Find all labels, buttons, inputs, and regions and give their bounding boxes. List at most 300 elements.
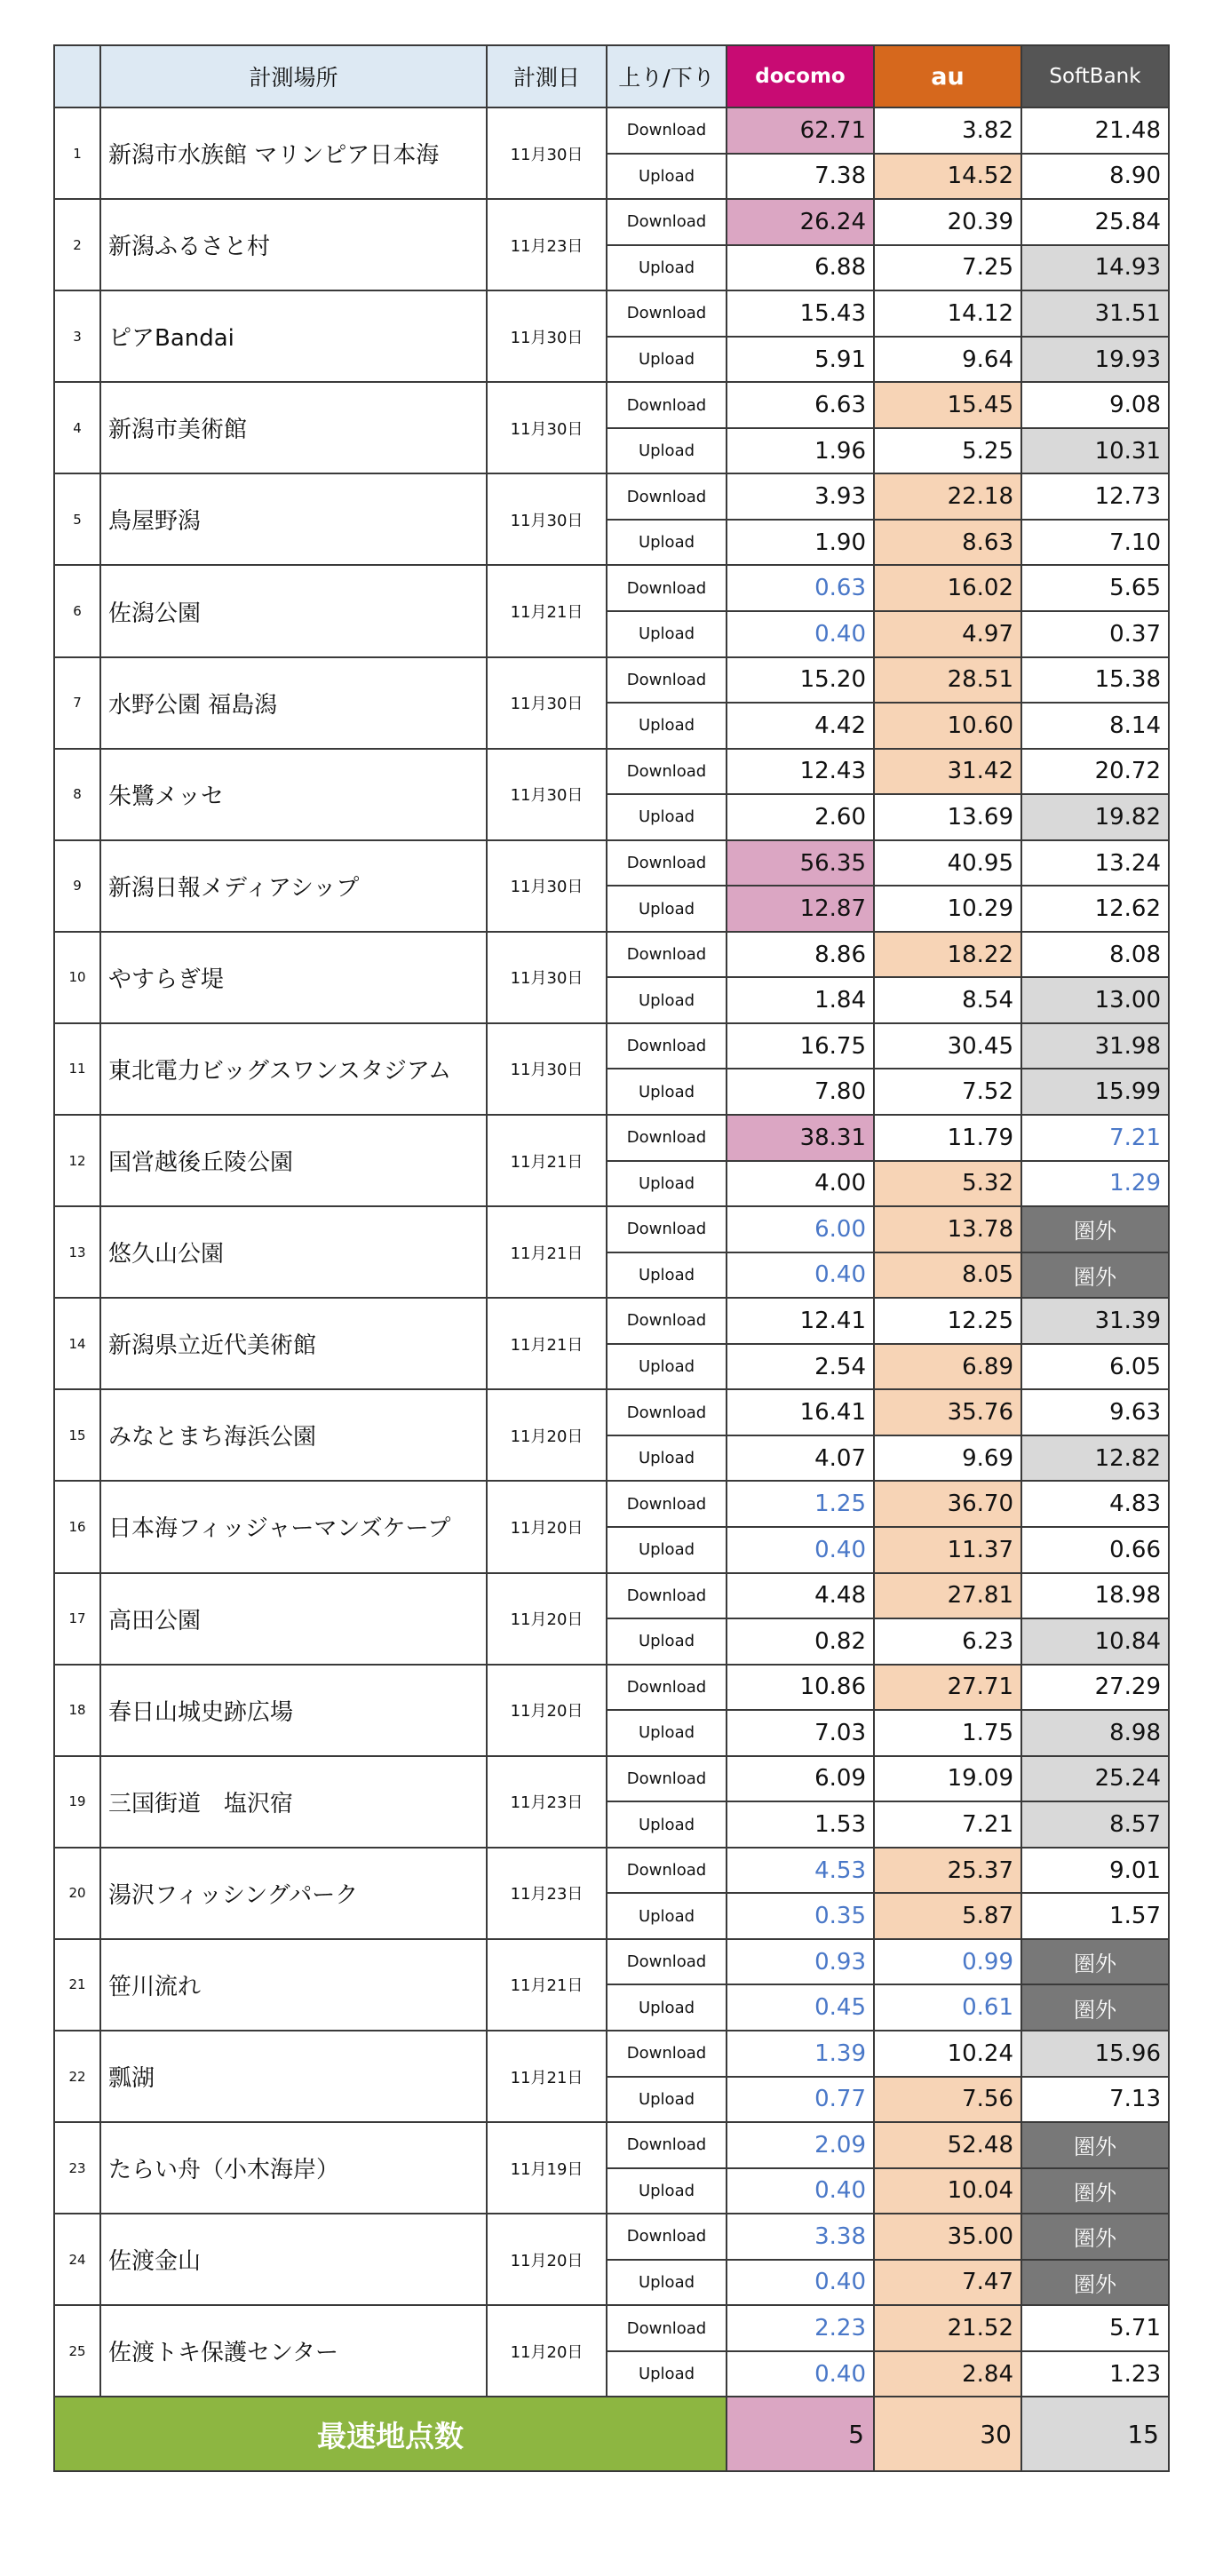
footer-softbank-count: 15 xyxy=(1021,2397,1169,2471)
au-upload-value: 10.04 xyxy=(874,2168,1021,2214)
docomo-upload-value: 4.00 xyxy=(727,1161,874,1207)
docomo-download-value: 12.43 xyxy=(727,749,874,795)
softbank-download-value: 5.65 xyxy=(1021,565,1169,611)
table-row xyxy=(54,1665,1169,1711)
header-au: au xyxy=(874,45,1021,107)
location-name: 春日山城史跡広場 xyxy=(100,1665,487,1756)
row-number: 11 xyxy=(54,1023,100,1115)
softbank-download-value: 25.24 xyxy=(1021,1756,1169,1802)
location-name: 新潟日報メディアシップ xyxy=(100,840,487,932)
docomo-download-value: 12.41 xyxy=(727,1298,874,1344)
au-upload-value: 5.32 xyxy=(874,1161,1021,1207)
au-upload-value: 14.52 xyxy=(874,154,1021,200)
footer-label: 最速地点数 xyxy=(54,2397,727,2471)
direction-upload: Upload xyxy=(607,1527,727,1573)
location-name: 新潟県立近代美術館 xyxy=(100,1298,487,1389)
au-upload-value: 5.87 xyxy=(874,1893,1021,1939)
measure-date: 11月20日 xyxy=(487,2214,607,2305)
row-number: 5 xyxy=(54,473,100,565)
measure-date: 11月20日 xyxy=(487,1481,607,1572)
table-row xyxy=(54,2031,1169,2077)
au-download-value: 13.78 xyxy=(874,1206,1021,1252)
location-name: 水野公園 福島潟 xyxy=(100,657,487,749)
measure-date: 11月30日 xyxy=(487,107,607,199)
au-upload-value: 7.56 xyxy=(874,2077,1021,2123)
row-number: 16 xyxy=(54,1481,100,1572)
docomo-upload-value: 0.77 xyxy=(727,2077,874,2123)
au-upload-value: 7.21 xyxy=(874,1801,1021,1848)
table-row xyxy=(54,1023,1169,1069)
location-name: 高田公園 xyxy=(100,1573,487,1665)
measure-date: 11月21日 xyxy=(487,1298,607,1389)
softbank-upload-value: 14.93 xyxy=(1021,245,1169,291)
table-row xyxy=(54,2305,1169,2351)
row-number: 2 xyxy=(54,199,100,290)
softbank-upload-value: 1.23 xyxy=(1021,2351,1169,2397)
footer-row xyxy=(54,2397,1169,2471)
row-number: 18 xyxy=(54,1665,100,1756)
softbank-upload-value: 圏外 xyxy=(1021,1984,1169,2031)
docomo-upload-value: 0.40 xyxy=(727,1252,874,1299)
row-number: 3 xyxy=(54,290,100,382)
direction-download: Download xyxy=(607,1115,727,1161)
direction-upload: Upload xyxy=(607,1435,727,1482)
direction-download: Download xyxy=(607,749,727,795)
row-number: 24 xyxy=(54,2214,100,2305)
direction-upload: Upload xyxy=(607,977,727,1023)
measure-date: 11月30日 xyxy=(487,840,607,932)
docomo-download-value: 4.53 xyxy=(727,1848,874,1894)
direction-download: Download xyxy=(607,565,727,611)
direction-upload: Upload xyxy=(607,703,727,749)
au-upload-value: 9.64 xyxy=(874,337,1021,383)
table-row xyxy=(54,749,1169,795)
direction-download: Download xyxy=(607,107,727,154)
softbank-upload-value: 1.57 xyxy=(1021,1893,1169,1939)
docomo-download-value: 15.43 xyxy=(727,290,874,337)
docomo-upload-value: 4.07 xyxy=(727,1435,874,1482)
au-download-value: 25.37 xyxy=(874,1848,1021,1894)
direction-upload: Upload xyxy=(607,428,727,474)
speed-test-sheet xyxy=(53,44,1169,2472)
softbank-download-value: 12.73 xyxy=(1021,473,1169,520)
row-number: 13 xyxy=(54,1206,100,1298)
softbank-download-value: 21.48 xyxy=(1021,107,1169,154)
location-name: 佐渡トキ保護センター xyxy=(100,2305,487,2397)
location-name: 悠久山公園 xyxy=(100,1206,487,1298)
footer-docomo-count: 5 xyxy=(727,2397,874,2471)
docomo-download-value: 1.25 xyxy=(727,1481,874,1527)
au-upload-value: 6.23 xyxy=(874,1618,1021,1665)
softbank-upload-value: 19.93 xyxy=(1021,337,1169,383)
au-download-value: 27.71 xyxy=(874,1665,1021,1711)
direction-upload: Upload xyxy=(607,2260,727,2306)
direction-download: Download xyxy=(607,657,727,704)
measure-date: 11月30日 xyxy=(487,1023,607,1115)
softbank-upload-value: 10.84 xyxy=(1021,1618,1169,1665)
row-number: 17 xyxy=(54,1573,100,1665)
location-name: 国営越後丘陵公園 xyxy=(100,1115,487,1206)
docomo-upload-value: 0.40 xyxy=(727,611,874,657)
direction-upload: Upload xyxy=(607,611,727,657)
row-number: 12 xyxy=(54,1115,100,1206)
measure-date: 11月21日 xyxy=(487,565,607,656)
direction-download: Download xyxy=(607,2031,727,2077)
softbank-upload-value: 12.82 xyxy=(1021,1435,1169,1482)
direction-upload: Upload xyxy=(607,154,727,200)
location-name: 三国街道 塩沢宿 xyxy=(100,1756,487,1848)
au-upload-value: 8.54 xyxy=(874,977,1021,1023)
au-download-value: 36.70 xyxy=(874,1481,1021,1527)
softbank-download-value: 圏外 xyxy=(1021,1206,1169,1252)
table-row xyxy=(54,932,1169,978)
softbank-upload-value: 圏外 xyxy=(1021,1252,1169,1299)
location-name: 新潟市水族館 マリンピア日本海 xyxy=(100,107,487,199)
softbank-upload-value: 8.57 xyxy=(1021,1801,1169,1848)
table-row xyxy=(54,107,1169,154)
au-download-value: 16.02 xyxy=(874,565,1021,611)
row-number: 21 xyxy=(54,1939,100,2031)
header-date: 計測日 xyxy=(487,45,607,107)
au-download-value: 3.82 xyxy=(874,107,1021,154)
docomo-upload-value: 0.45 xyxy=(727,1984,874,2031)
table-row xyxy=(54,1389,1169,1435)
table-row xyxy=(54,840,1169,886)
au-download-value: 31.42 xyxy=(874,749,1021,795)
docomo-download-value: 3.93 xyxy=(727,473,874,520)
au-download-value: 35.00 xyxy=(874,2214,1021,2260)
softbank-download-value: 圏外 xyxy=(1021,1939,1169,1985)
au-download-value: 11.79 xyxy=(874,1115,1021,1161)
table-row xyxy=(54,657,1169,704)
au-download-value: 52.48 xyxy=(874,2122,1021,2168)
direction-upload: Upload xyxy=(607,1252,727,1299)
au-download-value: 10.24 xyxy=(874,2031,1021,2077)
docomo-upload-value: 7.80 xyxy=(727,1069,874,1115)
au-download-value: 12.25 xyxy=(874,1298,1021,1344)
direction-upload: Upload xyxy=(607,2077,727,2123)
row-number: 15 xyxy=(54,1389,100,1481)
docomo-upload-value: 0.40 xyxy=(727,2260,874,2306)
au-upload-value: 5.25 xyxy=(874,428,1021,474)
direction-upload: Upload xyxy=(607,1984,727,2031)
direction-upload: Upload xyxy=(607,337,727,383)
softbank-download-value: 25.84 xyxy=(1021,199,1169,245)
location-name: ピアBandai xyxy=(100,290,487,382)
softbank-download-value: 20.72 xyxy=(1021,749,1169,795)
au-download-value: 20.39 xyxy=(874,199,1021,245)
docomo-upload-value: 12.87 xyxy=(727,886,874,932)
softbank-upload-value: 6.05 xyxy=(1021,1344,1169,1390)
row-number: 20 xyxy=(54,1848,100,1939)
direction-download: Download xyxy=(607,473,727,520)
row-number: 22 xyxy=(54,2031,100,2122)
softbank-upload-value: 8.90 xyxy=(1021,154,1169,200)
au-download-value: 28.51 xyxy=(874,657,1021,704)
docomo-download-value: 38.31 xyxy=(727,1115,874,1161)
softbank-upload-value: 10.31 xyxy=(1021,428,1169,474)
docomo-download-value: 4.48 xyxy=(727,1573,874,1619)
docomo-upload-value: 7.38 xyxy=(727,154,874,200)
docomo-download-value: 16.75 xyxy=(727,1023,874,1069)
softbank-upload-value: 8.14 xyxy=(1021,703,1169,749)
docomo-download-value: 2.09 xyxy=(727,2122,874,2168)
docomo-download-value: 56.35 xyxy=(727,840,874,886)
softbank-upload-value: 圏外 xyxy=(1021,2260,1169,2306)
direction-download: Download xyxy=(607,199,727,245)
docomo-download-value: 10.86 xyxy=(727,1665,874,1711)
docomo-download-value: 26.24 xyxy=(727,199,874,245)
row-number: 6 xyxy=(54,565,100,656)
direction-upload: Upload xyxy=(607,520,727,566)
au-upload-value: 1.75 xyxy=(874,1710,1021,1756)
softbank-upload-value: 7.13 xyxy=(1021,2077,1169,2123)
table-row xyxy=(54,1756,1169,1802)
location-name: やすらぎ堤 xyxy=(100,932,487,1023)
direction-download: Download xyxy=(607,1573,727,1619)
location-name: 鳥屋野潟 xyxy=(100,473,487,565)
direction-upload: Upload xyxy=(607,1710,727,1756)
location-name: 湯沢フィッシングパーク xyxy=(100,1848,487,1939)
direction-download: Download xyxy=(607,1939,727,1985)
au-download-value: 19.09 xyxy=(874,1756,1021,1802)
docomo-download-value: 16.41 xyxy=(727,1389,874,1435)
docomo-upload-value: 2.60 xyxy=(727,794,874,840)
softbank-download-value: 4.83 xyxy=(1021,1481,1169,1527)
row-number: 7 xyxy=(54,657,100,749)
location-name: 佐潟公園 xyxy=(100,565,487,656)
measure-date: 11月30日 xyxy=(487,290,607,382)
footer-au-count: 30 xyxy=(874,2397,1021,2471)
docomo-upload-value: 0.35 xyxy=(727,1893,874,1939)
docomo-download-value: 0.63 xyxy=(727,565,874,611)
header-number-cell xyxy=(54,45,100,107)
softbank-download-value: 9.01 xyxy=(1021,1848,1169,1894)
au-download-value: 40.95 xyxy=(874,840,1021,886)
softbank-download-value: 5.71 xyxy=(1021,2305,1169,2351)
softbank-download-value: 27.29 xyxy=(1021,1665,1169,1711)
direction-upload: Upload xyxy=(607,1344,727,1390)
speed-table xyxy=(53,44,1170,2472)
softbank-upload-value: 15.99 xyxy=(1021,1069,1169,1115)
direction-download: Download xyxy=(607,2305,727,2351)
direction-download: Download xyxy=(607,382,727,428)
measure-date: 11月30日 xyxy=(487,749,607,840)
au-download-value: 15.45 xyxy=(874,382,1021,428)
table-row xyxy=(54,382,1169,428)
docomo-download-value: 1.39 xyxy=(727,2031,874,2077)
direction-download: Download xyxy=(607,840,727,886)
table-row xyxy=(54,199,1169,245)
measure-date: 11月21日 xyxy=(487,2031,607,2122)
location-name: 笹川流れ xyxy=(100,1939,487,2031)
direction-download: Download xyxy=(607,1848,727,1894)
docomo-download-value: 6.09 xyxy=(727,1756,874,1802)
au-upload-value: 8.05 xyxy=(874,1252,1021,1299)
softbank-download-value: 13.24 xyxy=(1021,840,1169,886)
au-upload-value: 9.69 xyxy=(874,1435,1021,1482)
au-upload-value: 11.37 xyxy=(874,1527,1021,1573)
au-upload-value: 10.29 xyxy=(874,886,1021,932)
row-number: 23 xyxy=(54,2122,100,2214)
docomo-download-value: 62.71 xyxy=(727,107,874,154)
direction-download: Download xyxy=(607,1023,727,1069)
direction-upload: Upload xyxy=(607,1069,727,1115)
softbank-upload-value: 8.98 xyxy=(1021,1710,1169,1756)
softbank-upload-value: 0.66 xyxy=(1021,1527,1169,1573)
row-number: 8 xyxy=(54,749,100,840)
measure-date: 11月30日 xyxy=(487,657,607,749)
au-upload-value: 7.47 xyxy=(874,2260,1021,2306)
measure-date: 11月23日 xyxy=(487,1756,607,1848)
softbank-upload-value: 19.82 xyxy=(1021,794,1169,840)
table-row xyxy=(54,2214,1169,2260)
docomo-upload-value: 0.82 xyxy=(727,1618,874,1665)
softbank-download-value: 9.63 xyxy=(1021,1389,1169,1435)
direction-upload: Upload xyxy=(607,1893,727,1939)
header-direction: 上り/下り xyxy=(607,45,727,107)
measure-date: 11月23日 xyxy=(487,199,607,290)
measure-date: 11月30日 xyxy=(487,473,607,565)
header-softbank: SoftBank xyxy=(1021,45,1169,107)
softbank-download-value: 圏外 xyxy=(1021,2122,1169,2168)
location-name: 新潟ふるさと村 xyxy=(100,199,487,290)
au-upload-value: 4.97 xyxy=(874,611,1021,657)
docomo-upload-value: 0.40 xyxy=(727,1527,874,1573)
softbank-download-value: 31.39 xyxy=(1021,1298,1169,1344)
softbank-download-value: 31.51 xyxy=(1021,290,1169,337)
measure-date: 11月23日 xyxy=(487,1848,607,1939)
softbank-download-value: 15.96 xyxy=(1021,2031,1169,2077)
location-name: 瓢湖 xyxy=(100,2031,487,2122)
location-name: 日本海フィッジャーマンズケープ xyxy=(100,1481,487,1572)
direction-download: Download xyxy=(607,932,727,978)
docomo-download-value: 2.23 xyxy=(727,2305,874,2351)
table-row xyxy=(54,1481,1169,1527)
docomo-upload-value: 1.53 xyxy=(727,1801,874,1848)
header-docomo: docomo xyxy=(727,45,874,107)
au-upload-value: 7.25 xyxy=(874,245,1021,291)
table-row xyxy=(54,1573,1169,1619)
direction-download: Download xyxy=(607,290,727,337)
docomo-upload-value: 0.40 xyxy=(727,2168,874,2214)
table-row xyxy=(54,1298,1169,1344)
measure-date: 11月21日 xyxy=(487,1115,607,1206)
au-upload-value: 0.61 xyxy=(874,1984,1021,2031)
au-download-value: 22.18 xyxy=(874,473,1021,520)
docomo-upload-value: 0.40 xyxy=(727,2351,874,2397)
au-upload-value: 2.84 xyxy=(874,2351,1021,2397)
table-row xyxy=(54,2122,1169,2168)
softbank-download-value: 8.08 xyxy=(1021,932,1169,978)
direction-download: Download xyxy=(607,1481,727,1527)
softbank-upload-value: 13.00 xyxy=(1021,977,1169,1023)
table-row xyxy=(54,1939,1169,1985)
location-name: 朱鷺メッセ xyxy=(100,749,487,840)
row-number: 19 xyxy=(54,1756,100,1848)
row-number: 14 xyxy=(54,1298,100,1389)
measure-date: 11月20日 xyxy=(487,1665,607,1756)
softbank-upload-value: 12.62 xyxy=(1021,886,1169,932)
row-number: 9 xyxy=(54,840,100,932)
direction-upload: Upload xyxy=(607,245,727,291)
header-row xyxy=(54,45,1169,107)
measure-date: 11月21日 xyxy=(487,1206,607,1298)
direction-upload: Upload xyxy=(607,1801,727,1848)
softbank-upload-value: 7.10 xyxy=(1021,520,1169,566)
direction-download: Download xyxy=(607,2214,727,2260)
docomo-upload-value: 2.54 xyxy=(727,1344,874,1390)
table-row xyxy=(54,565,1169,611)
direction-download: Download xyxy=(607,1298,727,1344)
direction-upload: Upload xyxy=(607,886,727,932)
measure-date: 11月30日 xyxy=(487,382,607,473)
docomo-download-value: 8.86 xyxy=(727,932,874,978)
softbank-upload-value: 0.37 xyxy=(1021,611,1169,657)
measure-date: 11月19日 xyxy=(487,2122,607,2214)
au-download-value: 18.22 xyxy=(874,932,1021,978)
direction-upload: Upload xyxy=(607,2168,727,2214)
table-row xyxy=(54,1206,1169,1252)
table-row xyxy=(54,290,1169,337)
docomo-download-value: 0.93 xyxy=(727,1939,874,1985)
au-download-value: 30.45 xyxy=(874,1023,1021,1069)
docomo-upload-value: 1.84 xyxy=(727,977,874,1023)
au-download-value: 21.52 xyxy=(874,2305,1021,2351)
direction-download: Download xyxy=(607,1389,727,1435)
softbank-download-value: 18.98 xyxy=(1021,1573,1169,1619)
docomo-download-value: 3.38 xyxy=(727,2214,874,2260)
au-upload-value: 7.52 xyxy=(874,1069,1021,1115)
location-name: 佐渡金山 xyxy=(100,2214,487,2305)
docomo-upload-value: 6.88 xyxy=(727,245,874,291)
direction-download: Download xyxy=(607,1665,727,1711)
docomo-download-value: 15.20 xyxy=(727,657,874,704)
softbank-download-value: 圏外 xyxy=(1021,2214,1169,2260)
au-upload-value: 13.69 xyxy=(874,794,1021,840)
table-body xyxy=(54,107,1169,2397)
direction-download: Download xyxy=(607,1206,727,1252)
direction-upload: Upload xyxy=(607,1161,727,1207)
docomo-upload-value: 5.91 xyxy=(727,337,874,383)
docomo-upload-value: 1.90 xyxy=(727,520,874,566)
softbank-download-value: 31.98 xyxy=(1021,1023,1169,1069)
row-number: 1 xyxy=(54,107,100,199)
location-name: 東北電力ビッグスワンスタジアム xyxy=(100,1023,487,1115)
au-download-value: 27.81 xyxy=(874,1573,1021,1619)
docomo-upload-value: 1.96 xyxy=(727,428,874,474)
table-row xyxy=(54,1848,1169,1894)
header-location: 計測場所 xyxy=(100,45,487,107)
location-name: みなとまち海浜公園 xyxy=(100,1389,487,1481)
direction-upload: Upload xyxy=(607,1618,727,1665)
row-number: 10 xyxy=(54,932,100,1023)
au-upload-value: 8.63 xyxy=(874,520,1021,566)
location-name: たらい舟（小木海岸） xyxy=(100,2122,487,2214)
measure-date: 11月30日 xyxy=(487,932,607,1023)
softbank-download-value: 15.38 xyxy=(1021,657,1169,704)
docomo-upload-value: 7.03 xyxy=(727,1710,874,1756)
au-upload-value: 10.60 xyxy=(874,703,1021,749)
row-number: 25 xyxy=(54,2305,100,2397)
au-upload-value: 6.89 xyxy=(874,1344,1021,1390)
location-name: 新潟市美術館 xyxy=(100,382,487,473)
measure-date: 11月20日 xyxy=(487,1389,607,1481)
softbank-download-value: 7.21 xyxy=(1021,1115,1169,1161)
softbank-download-value: 9.08 xyxy=(1021,382,1169,428)
docomo-upload-value: 4.42 xyxy=(727,703,874,749)
au-download-value: 14.12 xyxy=(874,290,1021,337)
